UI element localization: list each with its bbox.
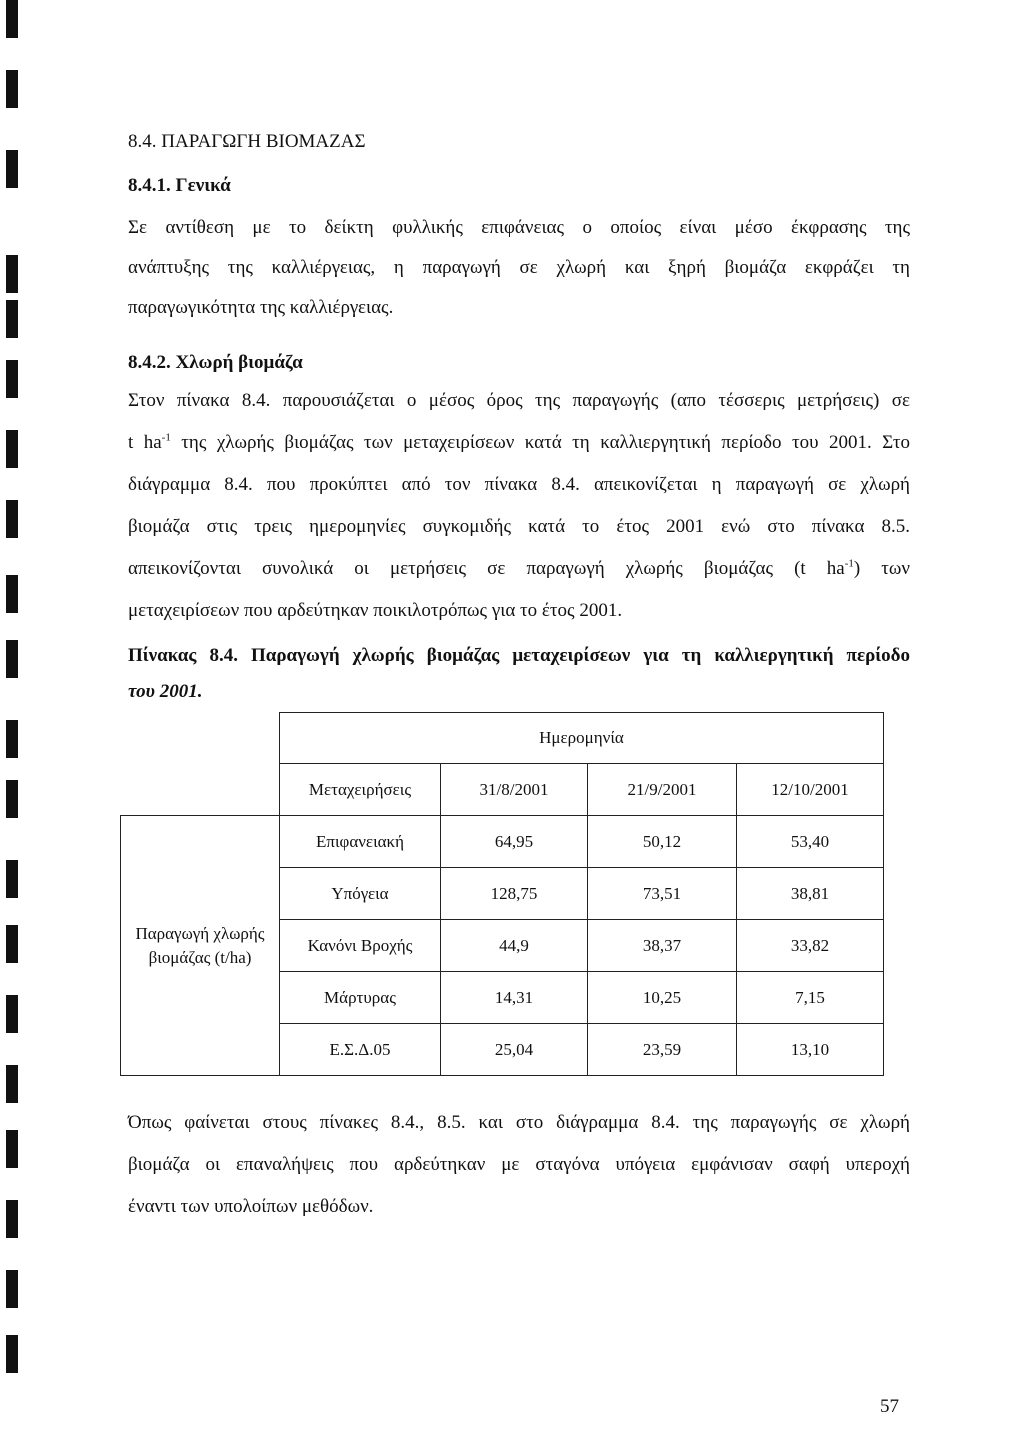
binding-mark — [6, 720, 18, 758]
binding-mark — [6, 255, 18, 293]
value-cell: 128,75 — [441, 868, 588, 920]
superscript: -1 — [844, 557, 854, 570]
treatment-name-cell: Μάρτυρας — [280, 972, 441, 1024]
text-fragment: της χλωρής βιομάζας των μεταχειρίσεων κατά τη καλλιεργητική περίοδο του 2001. Στο — [170, 432, 910, 453]
date-cell: 12/10/2001 — [737, 764, 884, 816]
binding-mark — [6, 1335, 18, 1373]
superscript: -1 — [161, 431, 171, 444]
binding-edge-marks — [0, 0, 30, 1453]
date-header-cell: Ημερομηνία — [280, 713, 884, 764]
value-cell: 10,25 — [588, 972, 737, 1024]
paragraph-line: ανάπτυξης της καλλιέργειας, η παραγωγή σε χλωρή και ξηρή βιομάζα εκφράζει τη — [128, 257, 910, 278]
paragraph-line: διάγραμμα 8.4. που προκύπτει από τον πίνακα 8.4. απεικονίζεται η παραγωγή σε χλωρή — [128, 474, 910, 495]
text-fragment: ) των — [853, 558, 910, 579]
binding-mark — [6, 860, 18, 898]
value-cell: 53,40 — [737, 816, 884, 868]
value-cell: 73,51 — [588, 868, 737, 920]
table-row — [121, 713, 884, 764]
binding-mark — [6, 150, 18, 188]
paragraph-line: βιομάζα στις τρεις ημερομηνίες συγκομιδής κατά το έτος 2001 ενώ στο πίνακα 8.5. — [128, 516, 910, 537]
date-cell: 21/9/2001 — [588, 764, 737, 816]
binding-mark — [6, 1130, 18, 1168]
paragraph-line: Σε αντίθεση με το δείκτη φυλλικής επιφάνειας ο οποίος είναι μέσο έκφρασης της — [128, 217, 910, 238]
value-cell: 64,95 — [441, 816, 588, 868]
paragraph-line: Στον πίνακα 8.4. παρουσιάζεται ο μέσος όρος της παραγωγής (απο τέσσερις μετρήσεις) σε — [128, 390, 910, 411]
value-cell: 38,37 — [588, 920, 737, 972]
binding-mark — [6, 300, 18, 338]
binding-mark — [6, 1065, 18, 1103]
date-cell: 31/8/2001 — [441, 764, 588, 816]
treatments-header-cell: Μεταχειρήσεις — [280, 764, 441, 816]
treatment-name-cell: Επιφανειακή — [280, 816, 441, 868]
table-caption — [128, 638, 910, 710]
general-paragraph — [128, 208, 910, 328]
binding-mark — [6, 0, 18, 38]
value-cell: 50,12 — [588, 816, 737, 868]
green-biomass-paragraph — [128, 380, 910, 632]
paragraph-line: μεταχειρίσεων που αρδεύτηκαν ποικιλοτρόπως για το έτος 2001. — [128, 600, 623, 621]
value-cell: 14,31 — [441, 972, 588, 1024]
treatment-name-cell: Υπόγεια — [280, 868, 441, 920]
value-cell: 23,59 — [588, 1024, 737, 1076]
binding-mark — [6, 995, 18, 1033]
value-cell: 7,15 — [737, 972, 884, 1024]
paragraph-line: έναντι των υπολοίπων μεθόδων. — [128, 1196, 374, 1217]
treatment-name-cell: Ε.Σ.Δ.05 — [280, 1024, 441, 1076]
paragraph-line: παραγωγικότητα της καλλιέργειας. — [128, 297, 394, 318]
paragraph-line: βιομάζα οι επαναλήψεις που αρδεύτηκαν με σταγόνα υπόγεια εμφάνισαν σαφή υπεροχή — [128, 1154, 910, 1175]
binding-mark — [6, 500, 18, 538]
row-label-cell: Παραγωγή χλωρής βιομάζας (t/ha) — [121, 816, 280, 1076]
paragraph-line — [128, 548, 910, 590]
text-fragment: απεικονίζονται συνολικά οι μετρήσεις σε παραγωγή χλωρής βιομάζας (t ha — [128, 558, 845, 579]
value-cell: 13,10 — [737, 1024, 884, 1076]
page-number: 57 — [880, 1396, 899, 1417]
table-corner-cell — [121, 713, 280, 816]
caption-line: του 2001. — [128, 681, 203, 702]
binding-mark — [6, 360, 18, 398]
paragraph-line: Όπως φαίνεται στους πίνακες 8.4., 8.5. και στο διάγραμμα 8.4. της παραγωγής σε χλωρή — [128, 1112, 910, 1133]
caption-line: Πίνακας 8.4. Παραγωγή χλωρής βιομάζας μεταχειρίσεων για τη καλλιεργητική περίοδο — [128, 645, 910, 666]
binding-mark — [6, 780, 18, 818]
binding-mark — [6, 1200, 18, 1238]
paragraph-line — [128, 422, 910, 464]
binding-mark — [6, 575, 18, 613]
binding-mark — [6, 925, 18, 963]
value-cell: 25,04 — [441, 1024, 588, 1076]
subheading-general: 8.4.1. Γενικά — [128, 175, 231, 196]
conclusion-paragraph — [128, 1102, 910, 1228]
biomass-table — [120, 712, 884, 1076]
subheading-green-biomass: 8.4.2. Χλωρή βιομάζα — [128, 352, 303, 373]
binding-mark — [6, 1270, 18, 1308]
table-row — [121, 816, 884, 868]
binding-mark — [6, 640, 18, 678]
value-cell: 33,82 — [737, 920, 884, 972]
binding-mark — [6, 70, 18, 108]
text-fragment: t ha — [128, 432, 162, 453]
binding-mark — [6, 430, 18, 468]
value-cell: 38,81 — [737, 868, 884, 920]
treatment-name-cell: Κανόνι Βροχής — [280, 920, 441, 972]
value-cell: 44,9 — [441, 920, 588, 972]
section-heading: 8.4. ΠΑΡΑΓΩΓΗ ΒΙΟΜΑΖΑΣ — [128, 131, 366, 152]
